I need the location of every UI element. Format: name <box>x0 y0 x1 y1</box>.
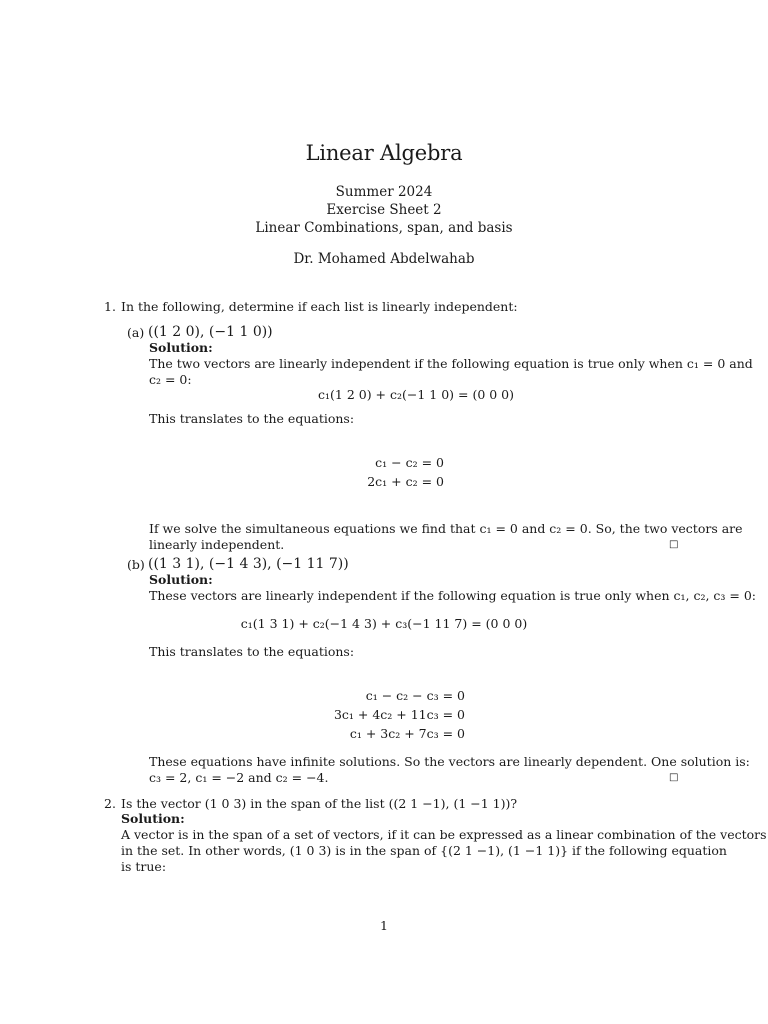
part-b-equation: c₁(1 3 1) + c₂(−1 4 3) + c₃(−1 11 7) = (0 0 0) <box>240 616 528 631</box>
part-a-label: (a) <box>127 325 145 340</box>
question-2-line3: is true: <box>121 859 167 874</box>
question-2-solution-label: Solution: <box>121 811 185 826</box>
part-a-qed-symbol: □ <box>669 539 679 550</box>
part-b-label: (b) <box>127 557 145 572</box>
document-term: Summer 2024 <box>335 184 433 200</box>
document-author: Dr. Mohamed Abdelwahab <box>293 251 475 267</box>
part-a-conclusion-line1: If we solve the simultaneous equations we find that c₁ = 0 and c₂ = 0. So, the two vectors are <box>149 521 743 536</box>
page-number: 1 <box>380 918 388 933</box>
part-b-translates: This translates to the equations: <box>149 644 355 659</box>
part-a-intro-line1: The two vectors are linearly independent if the following equation is true only when c₁ = 0 and <box>149 356 753 371</box>
part-a-intro-line2: c₂ = 0: <box>149 372 192 387</box>
question-1-prompt: In the following, determine if each list is linearly independent: <box>121 299 518 314</box>
document-title: Linear Algebra <box>305 141 463 165</box>
part-b-system-eq3: c₁ + 3c₂ + 7c₃ = 0 <box>349 726 465 741</box>
part-a-equation: c₁(1 2 0) + c₂(−1 1 0) = (0 0 0) <box>318 387 515 402</box>
question-1-number: 1. <box>104 299 116 314</box>
part-b-intro: These vectors are linearly independent if the following equation is true only when c₁, c₂, c₃ = 0: <box>149 588 757 603</box>
part-a-translates: This translates to the equations: <box>149 411 355 426</box>
question-2-number: 2. <box>104 796 116 811</box>
part-a-conclusion-line2: linearly independent. <box>149 537 285 552</box>
part-a-solution-label: Solution: <box>149 340 213 355</box>
part-b-system-eq2: 3c₁ + 4c₂ + 11c₃ = 0 <box>333 707 465 722</box>
part-a-system-eq1: c₁ − c₂ = 0 <box>375 455 444 470</box>
part-b-list: ((1 3 1), (−1 4 3), (−1 11 7)) <box>148 556 349 572</box>
document-sheet: Exercise Sheet 2 <box>326 202 442 218</box>
part-b-qed-symbol: □ <box>669 772 679 783</box>
question-2-prompt: Is the vector (1 0 3) in the span of the list ((2 1 −1), (1 −1 1))? <box>121 796 518 811</box>
document-topic: Linear Combinations, span, and basis <box>255 220 513 236</box>
part-b-conclusion-line1: These equations have infinite solutions. So the vectors are linearly dependent. One solution is: <box>149 754 750 769</box>
part-b-conclusion-line2: c₃ = 2, c₁ = −2 and c₂ = −4. <box>149 770 329 785</box>
part-b-solution-label: Solution: <box>149 572 213 587</box>
question-2-line2: in the set. In other words, (1 0 3) is in the span of {(2 1 −1), (1 −1 1)} if the following equation <box>121 843 727 858</box>
part-a-list: ((1 2 0), (−1 1 0)) <box>148 324 273 340</box>
part-b-system-eq1: c₁ − c₂ − c₃ = 0 <box>365 688 465 703</box>
part-a-system-eq2: 2c₁ + c₂ = 0 <box>367 474 444 489</box>
question-2-line1: A vector is in the span of a set of vectors, if it can be expressed as a linear combination of the vectors <box>121 827 767 842</box>
